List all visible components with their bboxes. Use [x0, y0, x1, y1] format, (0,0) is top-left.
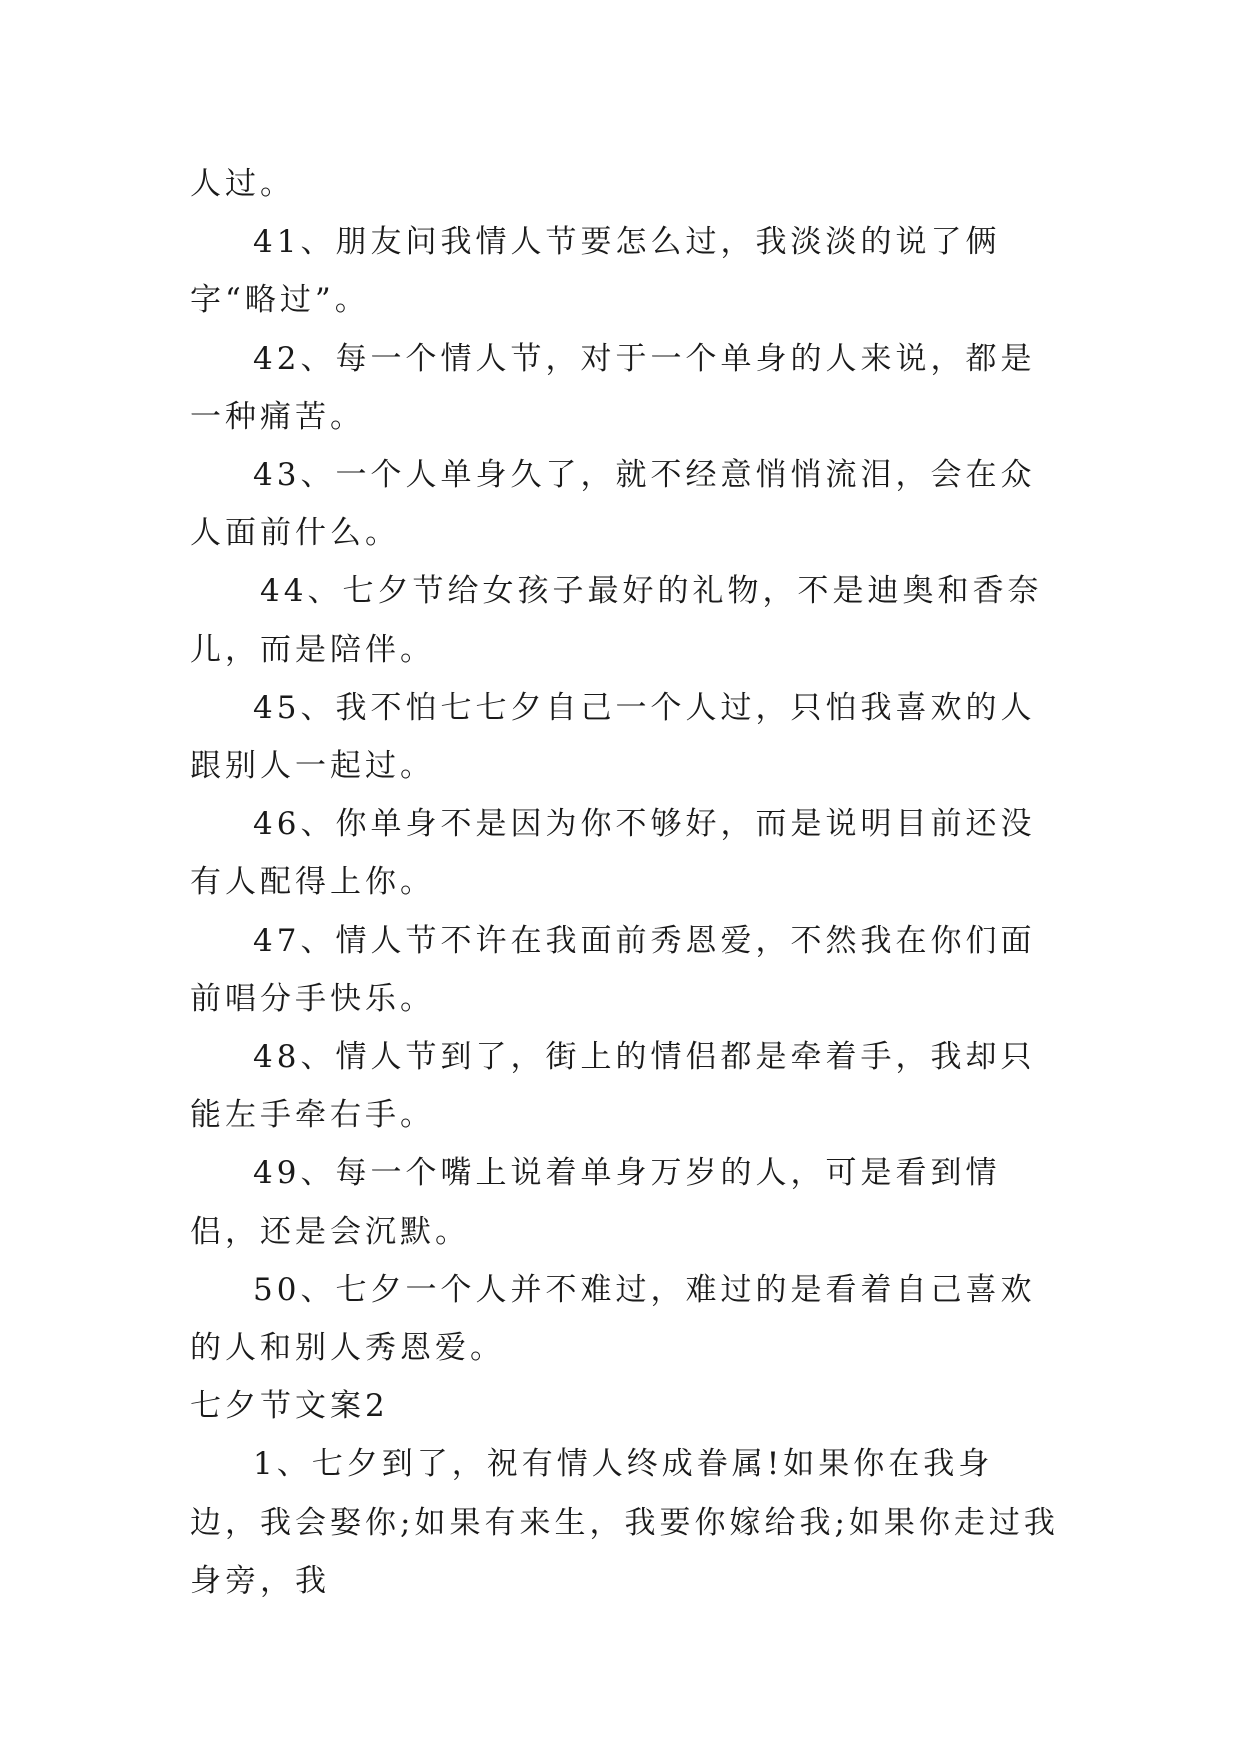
item-text: 情人节到了，街上的情侣都是牵着手，我却只能左手牵右手。 [190, 1039, 1036, 1134]
item-number: 49 [253, 1155, 301, 1192]
item-separator: 、 [300, 457, 336, 494]
item-separator: 、 [307, 573, 343, 610]
item-text: 七夕到了，祝有情人终成眷属!如果你在我身边，我会娶你;如果有来生，我要你嫁给我;如果你走过我身旁，我 [190, 1446, 1059, 1599]
item-text: 朋友问我情人节要怎么过，我淡淡的说了俩字“略过”。 [190, 224, 1001, 319]
continuation-line: 人过。 [190, 166, 295, 202]
item-separator: 、 [276, 1446, 312, 1483]
item-text: 你单身不是因为你不够好，而是说明目前还没有人配得上你。 [190, 806, 1036, 901]
item-text: 每一个嘴上说着单身万岁的人，可是看到情侣，还是会沉默。 [190, 1155, 1001, 1250]
item-text: 一个人单身久了，就不经意悄悄流泪，会在众人面前什么。 [190, 457, 1036, 552]
list-item [190, 1261, 1060, 1377]
list-item [190, 912, 1060, 1028]
list-item [190, 679, 1060, 795]
list-item [190, 446, 1060, 562]
item-separator: 、 [300, 340, 336, 377]
item-number: 47 [253, 922, 301, 959]
item-separator: 、 [300, 1271, 336, 1308]
item-separator: 、 [300, 806, 336, 843]
item-number: 41 [253, 224, 301, 261]
item-text: 我不怕七七夕自己一个人过，只怕我喜欢的人跟别人一起过。 [190, 689, 1036, 785]
item-separator: 、 [300, 689, 336, 726]
list-item [190, 1144, 1060, 1260]
item-number: 43 [253, 457, 301, 494]
list-item [190, 1435, 1060, 1610]
list-item [190, 562, 1060, 678]
item-separator: 、 [300, 922, 336, 959]
item-text: 情人节不许在我面前秀恩爱，不然我在你们面前唱分手快乐。 [190, 922, 1036, 1017]
item-text: 每一个情人节，对于一个单身的人来说，都是一种痛苦。 [190, 340, 1036, 435]
item-number: 48 [253, 1039, 301, 1076]
list-item [190, 1028, 1060, 1144]
list-item [190, 795, 1060, 911]
list-item [190, 330, 1060, 446]
item-text: 七夕节给女孩子最好的礼物，不是迪奥和香奈儿，而是陪伴。 [190, 573, 1043, 668]
item-number: 45 [253, 689, 301, 726]
item-number: 1 [253, 1446, 277, 1483]
item-number: 42 [253, 340, 301, 377]
list-item [190, 213, 1060, 329]
item-number: 44 [260, 573, 308, 610]
item-text: 七夕一个人并不难过，难过的是看着自己喜欢的人和别人秀恩爱。 [190, 1271, 1036, 1367]
item-number: 50 [253, 1271, 301, 1308]
item-separator: 、 [300, 1155, 336, 1192]
item-separator: 、 [300, 1039, 336, 1076]
document-body [190, 155, 1060, 1610]
item-separator: 、 [300, 224, 336, 261]
section-heading: 七夕节文案2 [190, 1388, 389, 1425]
item-number: 46 [253, 806, 301, 843]
